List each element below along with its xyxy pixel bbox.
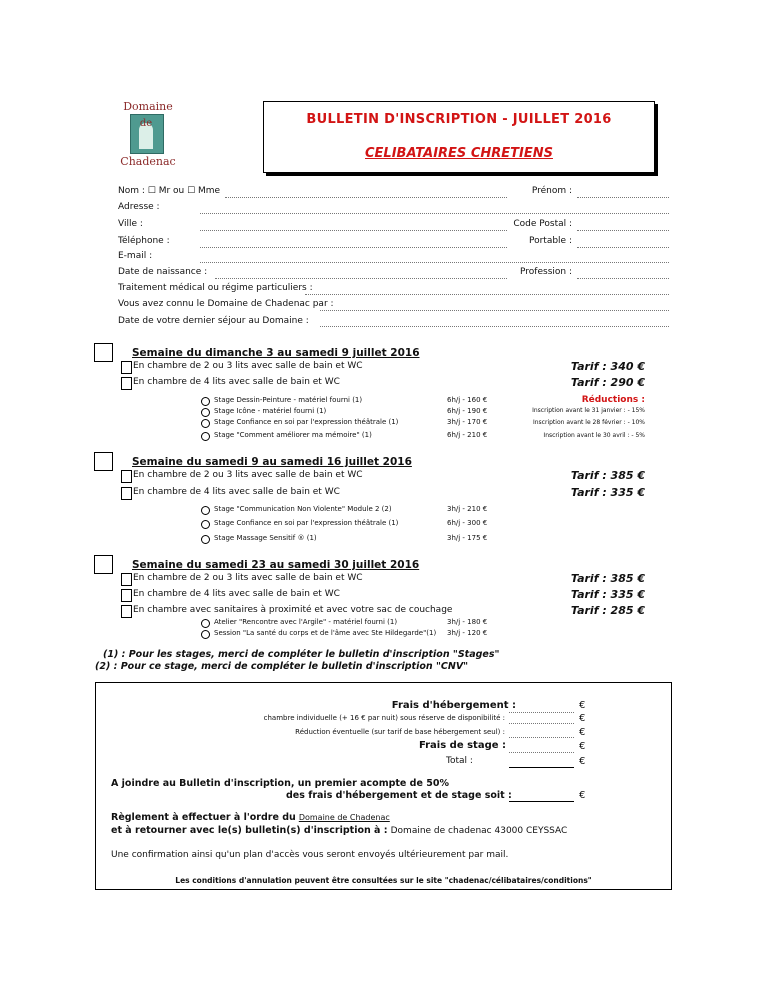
acompte-line-1: A joindre au Bulletin d'inscription, un premier acompte de 50% xyxy=(111,778,449,789)
week2-stage1-price: 3h/j - 210 € xyxy=(447,505,488,513)
logo-de: de xyxy=(139,118,153,129)
week3-room3-label: En chambre avec sanitaires à proximité et avec votre sac de couchage xyxy=(133,605,453,615)
week1-room2-label: En chambre de 4 lits avec salle de bain et WC xyxy=(133,377,340,387)
week3-tarif3: Tarif : 285 € xyxy=(570,604,645,617)
reduction-1: Inscription avant le 31 janvier : - 15% xyxy=(532,407,645,414)
week2-stage3-label: Stage Massage Sensitif ® (1) xyxy=(214,534,317,542)
week3-stage1-radio[interactable] xyxy=(201,619,210,628)
reglement-line xyxy=(111,812,390,823)
week2-stage2-price: 6h/j - 300 € xyxy=(447,519,488,527)
field-portable[interactable] xyxy=(577,247,669,248)
week1-stage1-radio[interactable] xyxy=(201,397,210,406)
logo xyxy=(118,100,206,178)
week2-stage2-radio[interactable] xyxy=(201,520,210,529)
acompte-line-2: des frais d'hébergement et de stage soit : xyxy=(286,790,512,801)
label-traitement: Traitement médical ou régime particuliers : xyxy=(118,283,313,293)
field-telephone[interactable] xyxy=(200,247,507,248)
label-frais-stage: Frais de stage : xyxy=(418,740,506,751)
week2-room1-checkbox[interactable] xyxy=(121,470,132,483)
field-email[interactable] xyxy=(200,262,669,263)
week1-stage1-label: Stage Dessin-Peinture - matériel fourni (1) xyxy=(214,396,363,404)
week2-room2-label: En chambre de 4 lits avec salle de bain et WC xyxy=(133,487,340,497)
week1-room2-checkbox[interactable] xyxy=(121,377,132,390)
field-prenom[interactable] xyxy=(577,197,669,198)
retour-address: Domaine de chadenac 43000 CEYSSAC xyxy=(390,826,568,836)
week1-stage2-label: Stage Icône - matériel fourni (1) xyxy=(214,407,327,415)
reductions-title: Réductions : xyxy=(581,395,645,405)
week3-stage1-price: 3h/j - 180 € xyxy=(447,618,488,626)
euro-2: € xyxy=(579,713,586,724)
reduction-2: Inscription avant le 28 février : - 10% xyxy=(532,419,645,426)
week2-checkbox[interactable] xyxy=(94,452,113,471)
week2-stage1-label: Stage "Communication Non Violente" Module 2 (2) xyxy=(214,505,392,513)
field-connu[interactable] xyxy=(320,310,669,311)
week3-room1-checkbox[interactable] xyxy=(121,573,132,586)
week1-stage4-label: Stage "Comment améliorer ma mémoire" (1) xyxy=(214,431,372,439)
week3-room3-checkbox[interactable] xyxy=(121,605,132,618)
week1-checkbox[interactable] xyxy=(94,343,113,362)
reduction-3: Inscription avant le 30 avril : - 5% xyxy=(543,432,645,439)
week2-title: Semaine du samedi 9 au samedi 16 juillet 2016 xyxy=(132,456,412,468)
week2-stage3-price: 3h/j - 175 € xyxy=(447,534,488,542)
week1-stage1-price: 6h/j - 160 € xyxy=(447,396,488,404)
euro-6: € xyxy=(579,790,586,801)
week2-stage2-label: Stage Confiance en soi par l'expression théâtrale (1) xyxy=(214,519,399,527)
logo-chadenac: Chadenac xyxy=(120,155,176,168)
week1-tarif2: Tarif : 290 € xyxy=(570,376,645,389)
week2-stage1-radio[interactable] xyxy=(201,506,210,515)
week1-stage4-radio[interactable] xyxy=(201,432,210,441)
week1-tarif1: Tarif : 340 € xyxy=(570,360,645,373)
field-dernier-sejour[interactable] xyxy=(320,326,669,327)
week3-checkbox[interactable] xyxy=(94,555,113,574)
page-subtitle: CELIBATAIRES CHRETIENS xyxy=(365,146,553,161)
field-total[interactable] xyxy=(509,767,574,768)
week2-room2-checkbox[interactable] xyxy=(121,487,132,500)
euro-5: € xyxy=(579,756,586,767)
week1-stage3-price: 3h/j - 170 € xyxy=(447,418,488,426)
field-reduction[interactable] xyxy=(509,737,574,738)
week3-title: Semaine du samedi 23 au samedi 30 juillet 2016 xyxy=(132,559,420,571)
label-ville: Ville : xyxy=(118,219,143,229)
week1-stage2-price: 6h/j - 190 € xyxy=(447,407,488,415)
week1-stage2-radio[interactable] xyxy=(201,408,210,417)
week3-stage2-label: Session "La santé du corps et de l'âme avec Ste Hildegarde"(1) xyxy=(214,629,437,637)
field-nom[interactable] xyxy=(225,197,507,198)
field-acompte[interactable] xyxy=(509,801,574,802)
week3-stage2-radio[interactable] xyxy=(201,630,210,639)
label-telephone: Téléphone : xyxy=(118,236,170,246)
label-code-postal: Code Postal : xyxy=(513,219,572,229)
summary-box xyxy=(95,682,672,890)
reglement-name: Domaine de Chadenac xyxy=(298,813,390,822)
label-portable: Portable : xyxy=(528,236,572,246)
week2-tarif1: Tarif : 385 € xyxy=(570,469,645,482)
conditions-text: Les conditions d'annulation peuvent être consultées sur le site "chadenac/célibataires/conditions" xyxy=(175,876,592,885)
week1-stage4-price: 6h/j - 210 € xyxy=(447,431,488,439)
label-chambre-indiv: chambre individuelle (+ 16 € par nuit) sous réserve de disponibilité : xyxy=(263,714,505,722)
note-1: (1) : Pour les stages, merci de compléter le bulletin d'inscription "Stages" xyxy=(103,649,500,660)
retour-prefix: et à retourner avec le(s) bulletin(s) d'inscription à : xyxy=(111,825,388,836)
euro-1: € xyxy=(579,700,586,711)
week2-room1-label: En chambre de 2 ou 3 lits avec salle de bain et WC xyxy=(133,470,363,480)
reglement-prefix: Règlement à effectuer à l'ordre du xyxy=(111,812,296,823)
note-2: (2) : Pour ce stage, merci de compléter le bulletin d'inscription "CNV" xyxy=(95,661,469,672)
label-nom: Nom : ☐ Mr ou ☐ Mme xyxy=(118,186,221,196)
label-dernier-sejour: Date de votre dernier séjour au Domaine : xyxy=(118,316,309,326)
label-total: Total : xyxy=(446,756,473,766)
field-profession[interactable] xyxy=(577,278,669,279)
week2-tarif2: Tarif : 335 € xyxy=(570,486,645,499)
field-traitement[interactable] xyxy=(305,294,669,295)
label-adresse: Adresse : xyxy=(118,202,160,212)
retour-line xyxy=(111,825,567,836)
field-adresse[interactable] xyxy=(200,213,669,214)
week3-room2-checkbox[interactable] xyxy=(121,589,132,602)
euro-4: € xyxy=(579,741,586,752)
week1-title: Semaine du dimanche 3 au samedi 9 juillet 2016 xyxy=(132,347,420,359)
label-email: E-mail : xyxy=(118,251,153,261)
field-code-postal[interactable] xyxy=(577,230,669,231)
euro-3: € xyxy=(579,727,586,738)
field-ville[interactable] xyxy=(200,230,507,231)
week3-room1-label: En chambre de 2 ou 3 lits avec salle de bain et WC xyxy=(133,573,363,583)
week3-stage1-label: Atelier "Rencontre avec l'Argile" - matériel fourni (1) xyxy=(214,618,398,626)
field-frais-stage[interactable] xyxy=(509,752,574,753)
label-date-naissance: Date de naissance : xyxy=(118,267,208,277)
field-chambre-indiv[interactable] xyxy=(509,723,574,724)
field-frais-hebergement[interactable] xyxy=(509,712,574,713)
logo-title: Domaine xyxy=(123,100,173,113)
week3-room2-label: En chambre de 4 lits avec salle de bain et WC xyxy=(133,589,340,599)
week3-tarif2: Tarif : 335 € xyxy=(570,588,645,601)
confirmation-text: Une confirmation ainsi qu'un plan d'accès vous seront envoyés ultérieurement par mail. xyxy=(111,850,509,860)
field-date-naissance[interactable] xyxy=(215,278,507,279)
label-connu: Vous avez connu le Domaine de Chadenac par : xyxy=(118,299,334,309)
week1-room1-label: En chambre de 2 ou 3 lits avec salle de bain et WC xyxy=(133,361,363,371)
week2-stage3-radio[interactable] xyxy=(201,535,210,544)
header-box xyxy=(263,101,655,173)
label-profession: Profession : xyxy=(520,267,572,277)
week1-stage3-radio[interactable] xyxy=(201,419,210,428)
label-prenom: Prénom : xyxy=(531,186,572,196)
week1-room1-checkbox[interactable] xyxy=(121,361,132,374)
week3-stage2-price: 3h/j - 120 € xyxy=(447,629,488,637)
label-frais-hebergement: Frais d'hébergement : xyxy=(391,700,516,711)
page-title: BULLETIN D'INSCRIPTION - JUILLET 2016 xyxy=(306,112,612,127)
label-reduction: Réduction éventuelle (sur tarif de base hébergement seul) : xyxy=(295,728,505,736)
week1-stage3-label: Stage Confiance en soi par l'expression théâtrale (1) xyxy=(214,418,399,426)
week3-tarif1: Tarif : 385 € xyxy=(570,572,645,585)
